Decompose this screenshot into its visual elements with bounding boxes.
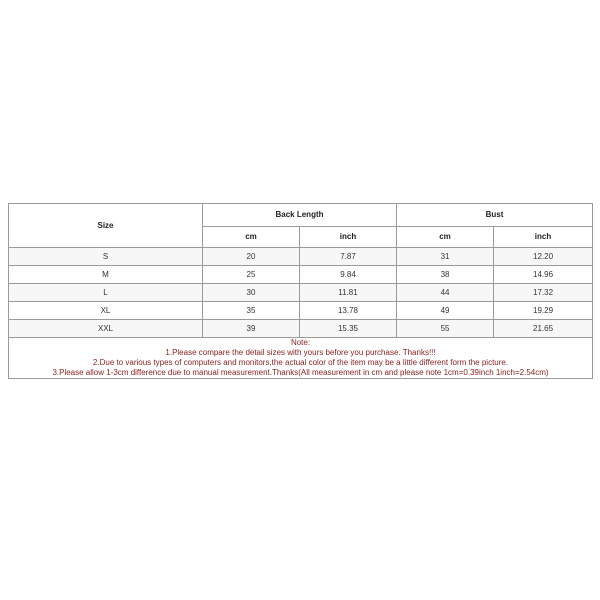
table-row	[9, 284, 593, 302]
value-cell: 35	[203, 302, 300, 320]
size-header: Size	[9, 204, 203, 248]
value-cell: 38	[397, 266, 494, 284]
value-cell: 55	[397, 320, 494, 338]
notes-row	[9, 338, 593, 379]
value-cell: 14.96	[494, 266, 593, 284]
value-cell: 13.78	[300, 302, 397, 320]
value-cell: 19.29	[494, 302, 593, 320]
unit-header: cm	[397, 227, 494, 248]
size-chart-table	[8, 203, 593, 379]
unit-header: inch	[494, 227, 593, 248]
value-cell: 49	[397, 302, 494, 320]
table-row	[9, 302, 593, 320]
unit-header: cm	[203, 227, 300, 248]
value-cell: 11.81	[300, 284, 397, 302]
value-cell: 15.35	[300, 320, 397, 338]
size-cell: XXL	[9, 320, 203, 338]
notes-title: Note:	[290, 338, 311, 347]
size-cell: XL	[9, 302, 203, 320]
note-line: 3.Please allow 1-3cm difference due to manual measurement.Thanks(All measurement in cm and please note 1cm=0.39inch 1inch=2.54cm)	[52, 368, 549, 377]
header-group-row	[9, 204, 593, 227]
value-cell: 39	[203, 320, 300, 338]
table-row	[9, 266, 593, 284]
value-cell: 44	[397, 284, 494, 302]
size-cell: L	[9, 284, 203, 302]
back-length-header: Back Length	[203, 204, 397, 227]
value-cell: 17.32	[494, 284, 593, 302]
value-cell: 12.20	[494, 248, 593, 266]
value-cell: 30	[203, 284, 300, 302]
size-cell: M	[9, 266, 203, 284]
size-cell: S	[9, 248, 203, 266]
table-row	[9, 320, 593, 338]
value-cell: 7.87	[300, 248, 397, 266]
value-cell: 9.84	[300, 266, 397, 284]
note-line: 2.Due to various types of computers and monitors,the actual color of the item may be a little different form the picture.	[92, 358, 509, 367]
value-cell: 20	[203, 248, 300, 266]
unit-header: inch	[300, 227, 397, 248]
table-row	[9, 248, 593, 266]
bust-header: Bust	[397, 204, 593, 227]
note-line: 1.Please compare the detail sizes with yours before you purchase. Thanks!!!	[165, 348, 436, 357]
value-cell: 25	[203, 266, 300, 284]
value-cell: 31	[397, 248, 494, 266]
notes-cell	[9, 338, 593, 379]
value-cell: 21.65	[494, 320, 593, 338]
